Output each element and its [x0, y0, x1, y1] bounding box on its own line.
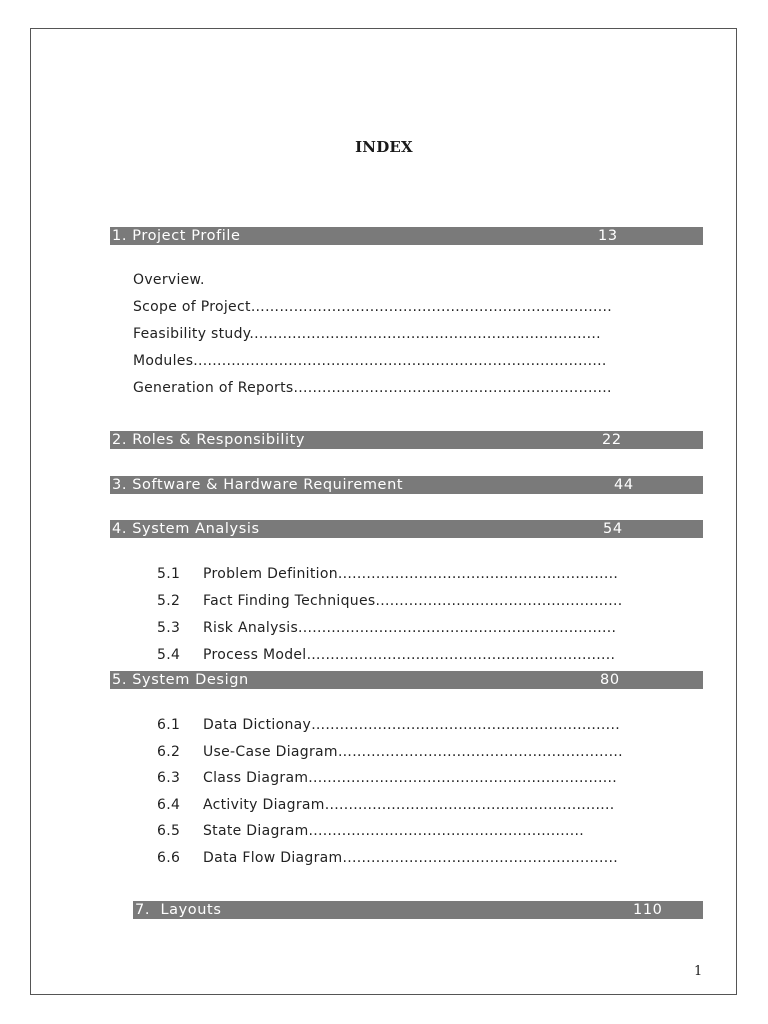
subitem-text: State Diagram.......................................................... — [203, 823, 585, 839]
subitem-text: Use-Case Diagram……...................................................... — [203, 744, 623, 760]
subitem-number: 6.6 — [157, 850, 181, 866]
section-bar-project-profile — [110, 227, 703, 245]
subitem-text: Data Dictionay….............................................................. — [203, 717, 620, 733]
toc-item-overview: Overview. — [133, 272, 205, 288]
subitem-text: Activity Diagram............................................................. — [203, 797, 615, 813]
toc-subitem — [157, 822, 643, 840]
section-bar-layouts — [133, 901, 703, 919]
toc-subitem — [157, 716, 687, 734]
toc-item-feasibility: Feasibility study.......................................................................... — [133, 326, 601, 342]
subitem-number: 6.3 — [157, 770, 181, 786]
section-bar-requirements — [110, 476, 703, 494]
subitem-text: Risk Analysis................................................................... — [203, 620, 617, 636]
section-label: 2. Roles & Responsibility — [112, 432, 306, 448]
toc-subitem — [157, 592, 685, 610]
toc-subitem — [157, 769, 683, 787]
toc-subitem — [157, 646, 665, 664]
section-bar-system-analysis — [110, 520, 703, 538]
subitem-number: 5.2 — [157, 593, 181, 609]
toc-subitem — [157, 565, 682, 583]
subitem-text: Problem Definition........................................................... — [203, 566, 619, 582]
subitem-text: Fact Finding Techniques.................................................... — [203, 593, 623, 609]
section-page-number: 13 — [598, 228, 618, 244]
subitem-text: Data Flow Diagram.......................................................... — [203, 850, 619, 866]
section-label: 7. Layouts — [135, 902, 222, 918]
toc-subitem — [157, 796, 683, 814]
subitem-number: 6.4 — [157, 797, 181, 813]
page-title: INDEX — [355, 138, 413, 156]
section-label: 1. Project Profile — [112, 228, 241, 244]
section-page-number: 54 — [603, 521, 623, 537]
subitem-text: Class Diagram................................................................. — [203, 770, 618, 786]
subitem-number: 5.3 — [157, 620, 181, 636]
section-page-number: 80 — [600, 672, 620, 688]
toc-item-scope: Scope of Project……………............................................................. — [133, 299, 613, 315]
subitem-number: 6.2 — [157, 744, 181, 760]
section-label: 5. System Design — [112, 672, 249, 688]
section-page-number: 44 — [614, 477, 634, 493]
section-page-number: 110 — [633, 902, 663, 918]
section-bar-roles — [110, 431, 703, 449]
toc-item-modules: Modules....................................................................................... — [133, 353, 607, 369]
subitem-number: 5.4 — [157, 647, 181, 663]
subitem-number: 6.1 — [157, 717, 181, 733]
toc-subitem — [157, 619, 683, 637]
toc-subitem — [157, 743, 685, 761]
toc-item-reports: Generation of Reports................................................................... — [133, 380, 612, 396]
section-label: 4. System Analysis — [112, 521, 260, 537]
section-page-number: 22 — [602, 432, 622, 448]
section-bar-system-design — [110, 671, 703, 689]
subitem-text: Process Model….............................................................. — [203, 647, 616, 663]
section-label: 3. Software & Hardware Requirement — [112, 477, 404, 493]
subitem-number: 5.1 — [157, 566, 181, 582]
page-number: 1 — [694, 964, 703, 979]
subitem-number: 6.5 — [157, 823, 181, 839]
toc-subitem — [157, 849, 679, 867]
